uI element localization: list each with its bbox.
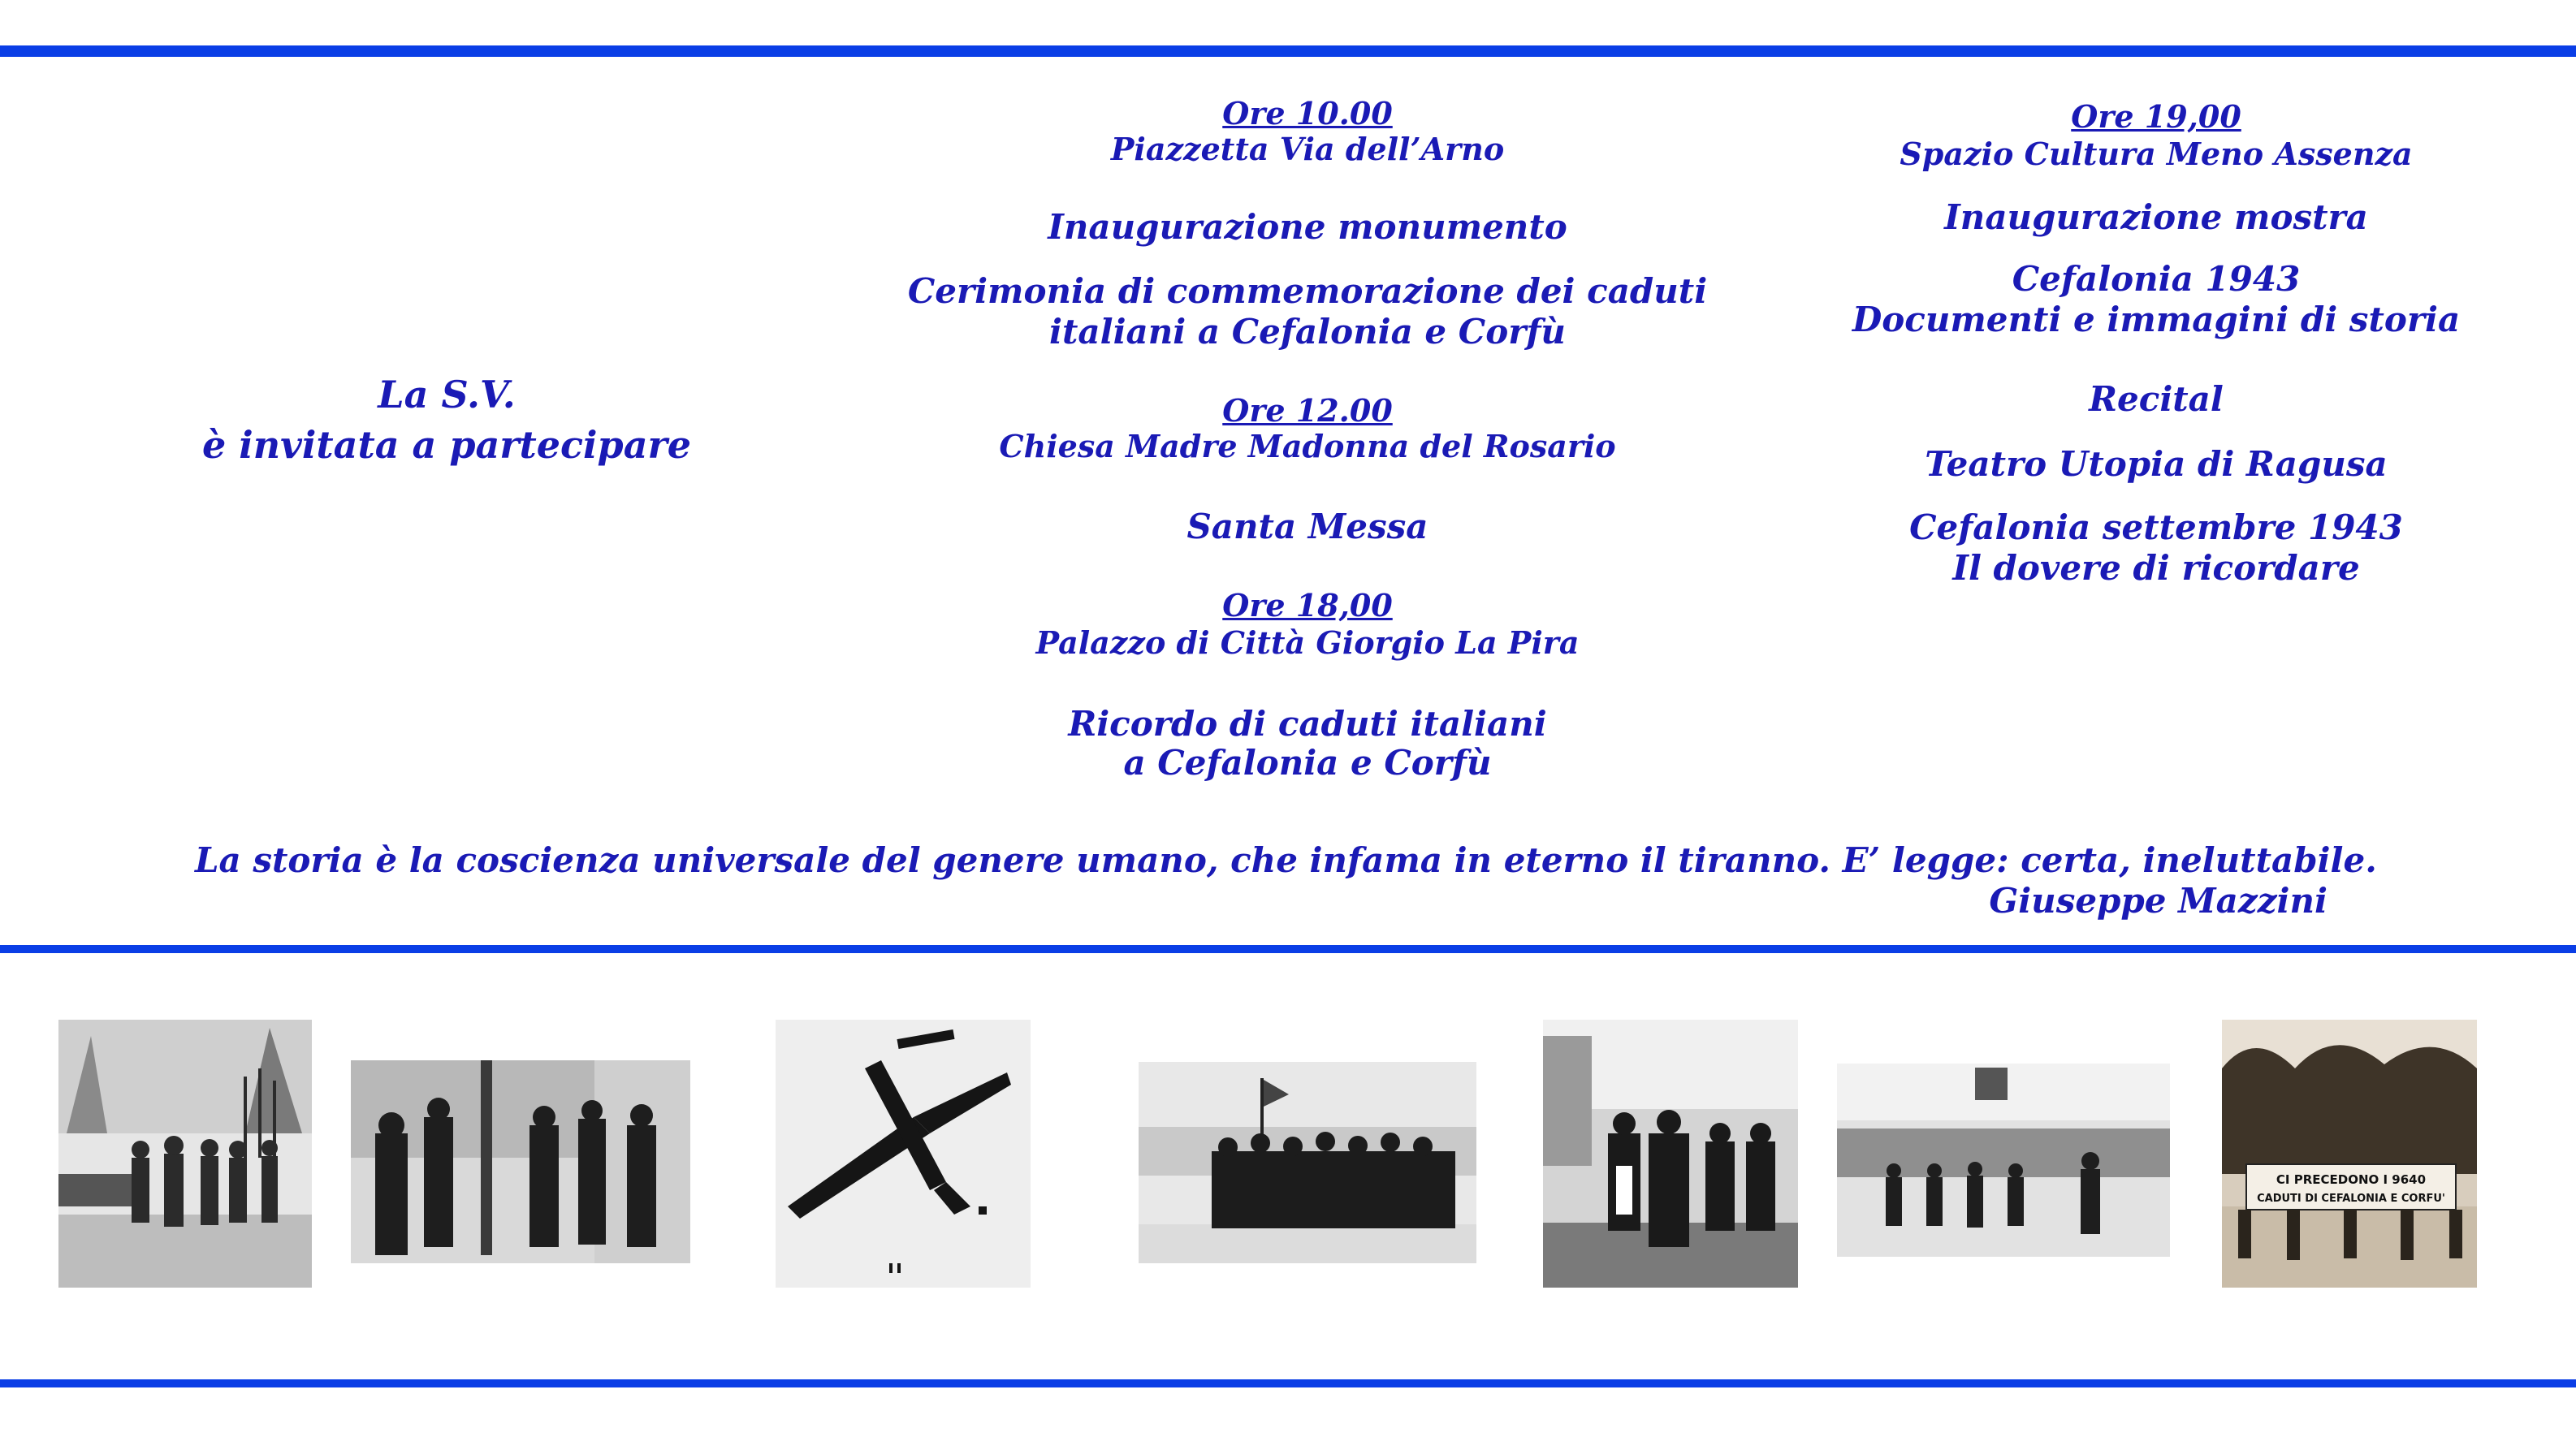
exhibition-title-line-2: Documenti e immagini di storia [1852,300,2461,339]
time-12: Ore 12.00 [1222,392,1393,429]
show-title-line-2: Il dovere di ricordare [1952,548,2360,588]
exhibition-title-line-1: Cefalonia 1943 [2012,259,2301,299]
recital-label: Recital [2089,379,2224,419]
photo-priest-mass [1543,1020,1798,1288]
banner-line-2: CADUTI DI CEFALONIA E CORFU' [2257,1193,2445,1205]
memorial-line-2: a Cefalonia e Corfù [1123,743,1492,783]
memorial-line-1: Ricordo di caduti italiani [1068,704,1547,744]
show-title-line-1: Cefalonia settembre 1943 [1909,507,2403,547]
photo-soldiers-group [351,1060,690,1263]
time-10: Ore 10.00 [1222,95,1393,132]
ceremony-line-1: Cerimonia di commemorazione dei caduti [907,271,1708,311]
photo-memorial-march [2222,1020,2477,1288]
event-santa-messa: Santa Messa [1186,507,1428,546]
photo-stuka-plane [776,1020,1031,1288]
time-18: Ore 18,00 [1222,587,1393,624]
top-divider [0,45,2576,57]
banner-line-1: CI PRECEDONO I 9640 [2276,1172,2427,1187]
invitation-block [162,369,731,470]
quote-author: Giuseppe Mazzini [1989,881,2327,921]
middle-divider [0,945,2576,953]
ceremony-line-2: italiani a Cefalonia e Corfù [1049,312,1566,352]
invitation-line-2: è invitata a partecipare [201,423,692,467]
place-chiesa: Chiesa Madre Madonna del Rosario [999,428,1616,464]
quote-text-wrap [195,839,2377,882]
invitation-line-1: La S.V. [378,373,516,416]
event-inauguration-exhibition: Inaugurazione mostra [1944,197,2368,237]
photo-soldiers-flag [1139,1062,1476,1263]
theatre-name: Teatro Utopia di Ragusa [1925,444,2388,484]
bottom-divider [0,1379,2576,1387]
place-piazzetta: Piazzetta Via dell’Arno [1110,131,1505,167]
place-palazzo: Palazzo di Città Giorgio La Pira [1035,624,1580,661]
place-spazio-cultura: Spazio Cultura Meno Assenza [1900,136,2413,172]
photo-parade-street [1837,1064,2170,1257]
event-inauguration-monument: Inaugurazione monumento [1048,207,1567,247]
quote-text: La storia è la coscienza universale del genere umano, che infama in eterno il tiranno. E’ legge: certa, ineluttabile. [195,840,2377,880]
photo-officers-flags [58,1020,312,1288]
time-19: Ore 19,00 [2071,98,2241,135]
